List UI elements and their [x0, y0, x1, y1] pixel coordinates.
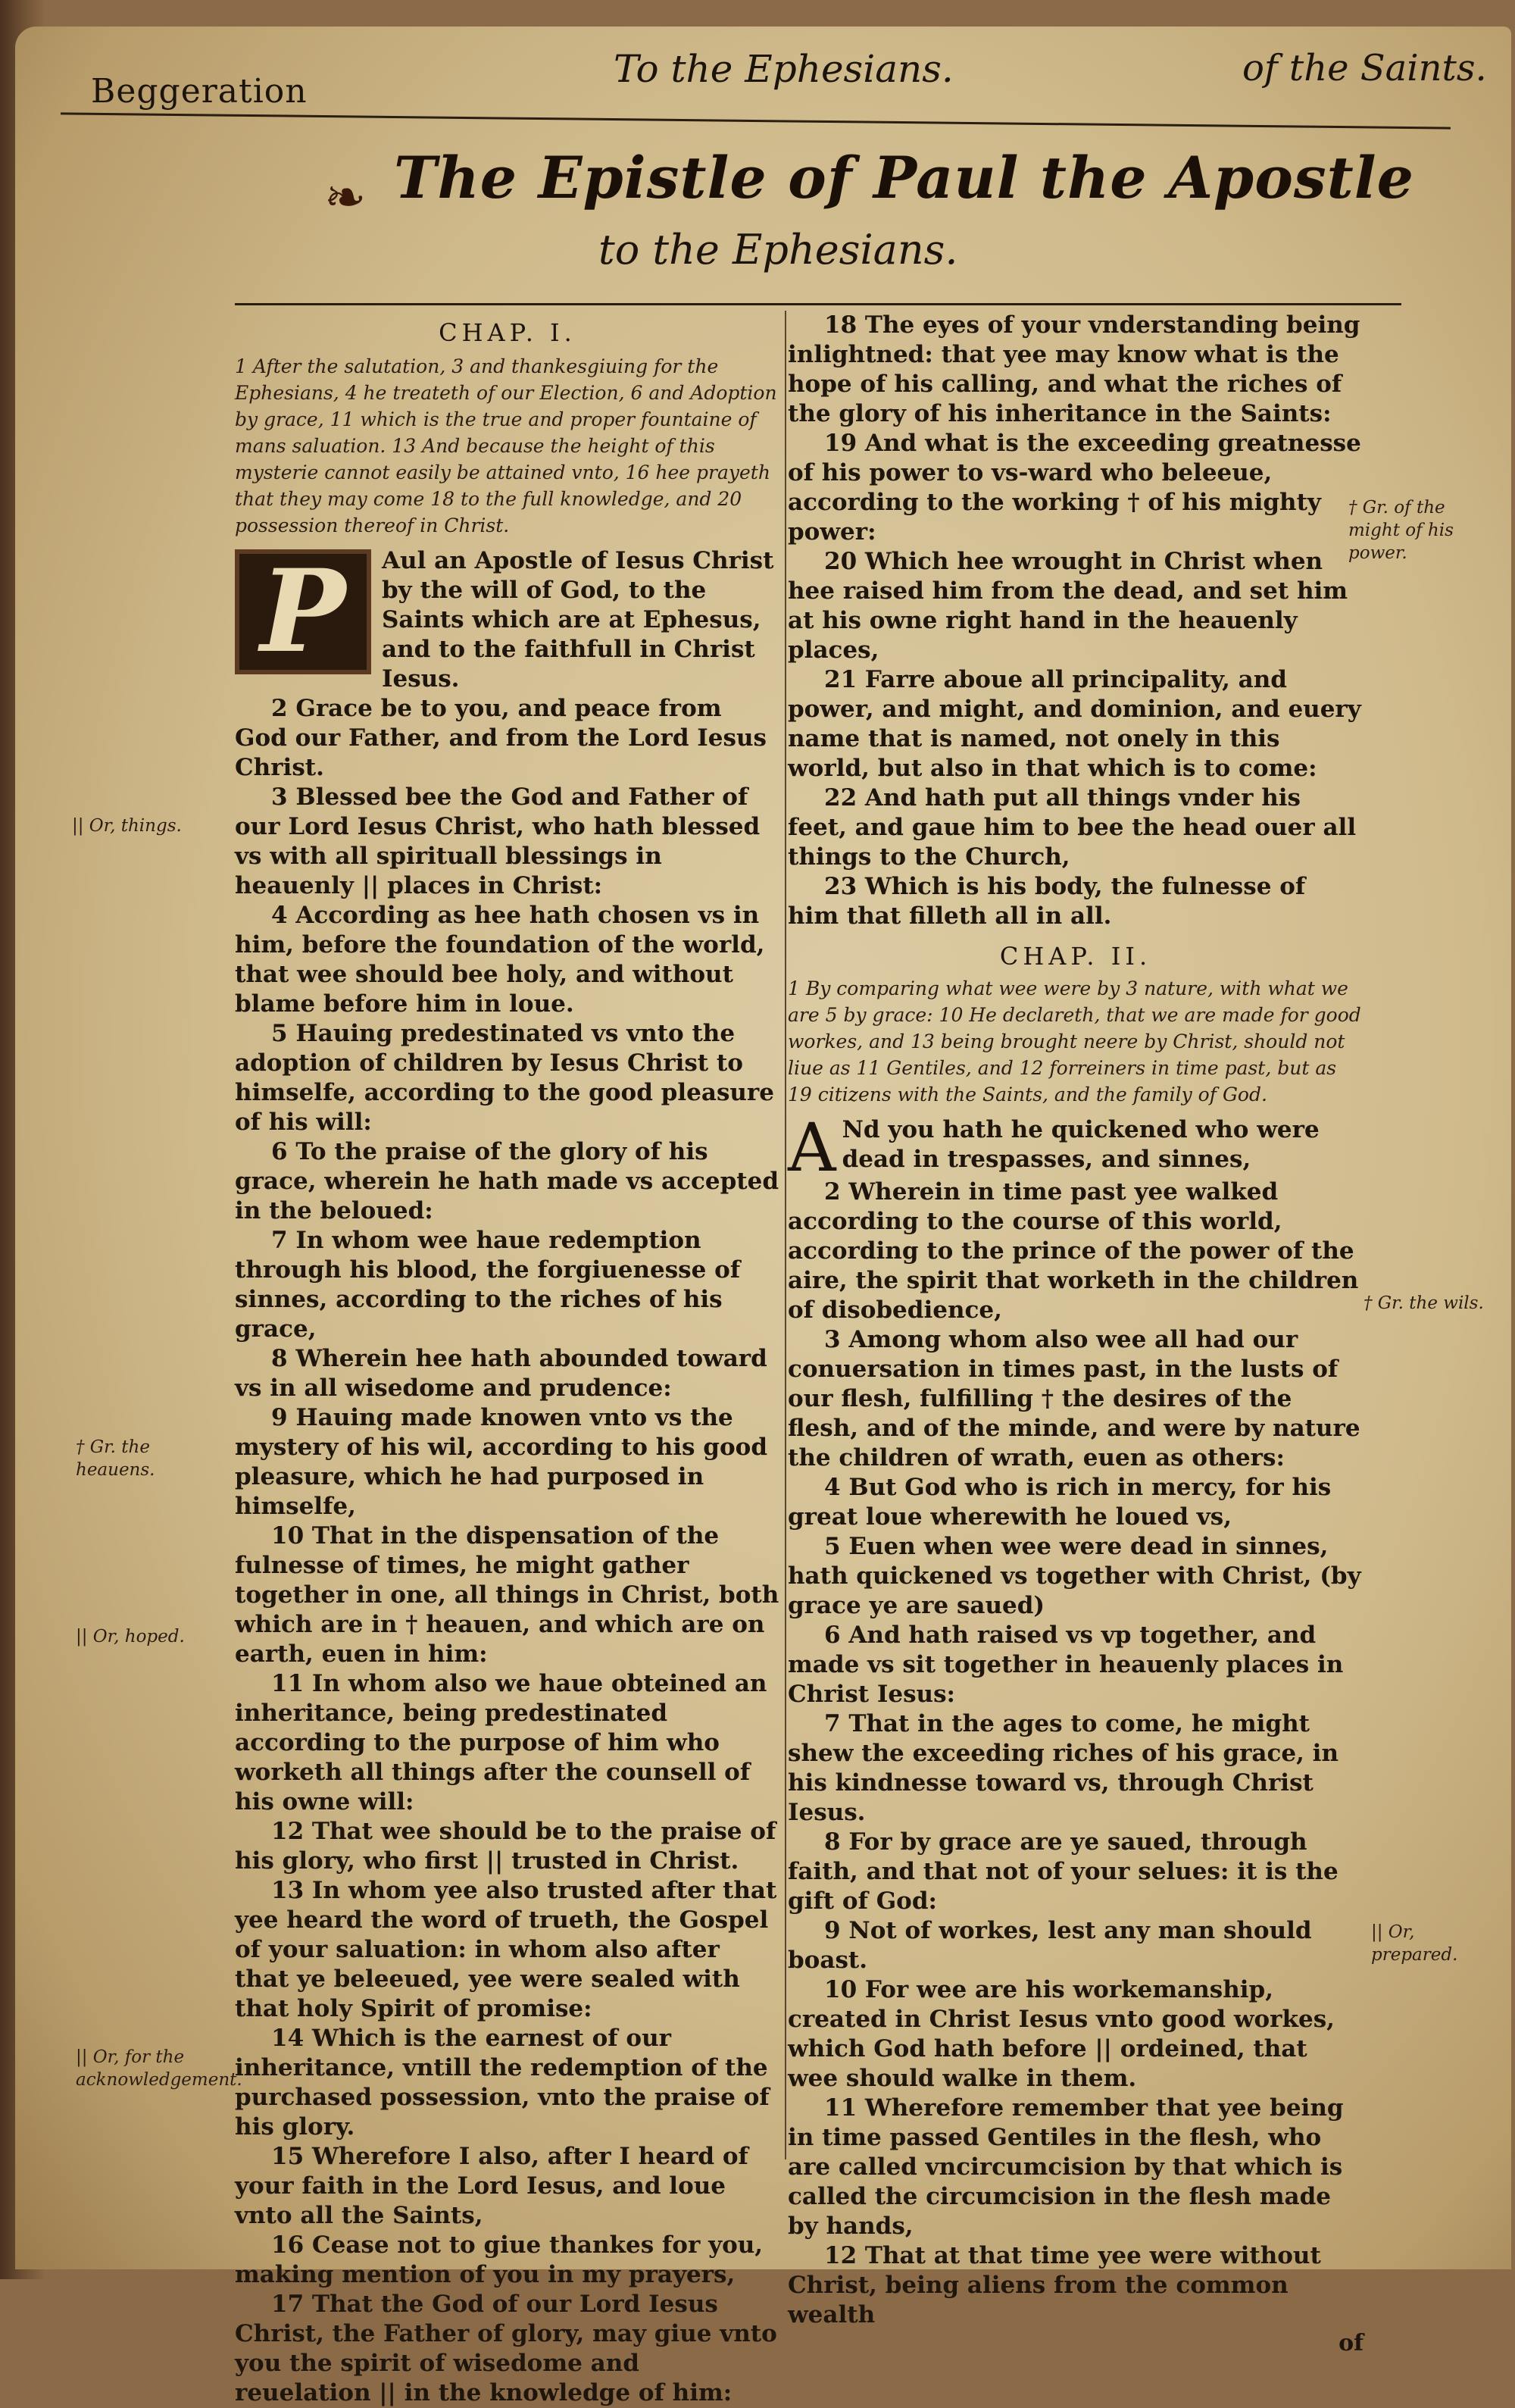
initial-letter: A [788, 1109, 836, 1187]
verse: 23 Which is his body, the fulnesse of him that filleth all in all. [788, 873, 1306, 930]
verse: 11 Wherefore remember that yee being in time passed Gentiles in the flesh, who are called vncircumcision by that which is called the circumcision in the flesh made by hands, [788, 2094, 1344, 2240]
column-divider [785, 311, 786, 2159]
chapter-heading: CHAP. I. [439, 318, 576, 347]
column-right [788, 311, 1364, 2356]
right-headline: of the Saints. [1242, 47, 1487, 89]
verse: 19 And what is the exceeding greatnesse of his power to vs-ward who beleeue, according to the working † of his mighty power: [788, 430, 1361, 546]
running-title: To the Ephesians. [614, 47, 954, 91]
chapter-summary: 1 By comparing what wee were by 3 nature, with what we are 5 by grace: 10 He declareth, that we are made for good workes, and 13 being brought neere by Christ, should not liue as 11 Gentiles, and 12 forreiners in time past, but as 19 citizens with the Saints, and the family of God. [788, 977, 1361, 1105]
verse: 6 And hath raised vs vp together, and made vs sit together in heauenly places in Christ Iesus: [788, 1621, 1344, 1708]
verse: 4 According as hee hath chosen vs in him, before the foundation of the world, that wee should bee holy, and without blame before him in loue. [235, 902, 765, 1018]
margin-note: || Or, hoped. [76, 1627, 185, 1647]
verse: 11 In whom also we haue obteined an inheritance, being predestinated according to the purpose of him who worketh all things after the counsell of his owne will: [235, 1670, 767, 1815]
verse: 5 Hauing predestinated vs vnto the adoption of children by Iesus Christ to himselfe, according to the good pleasure of his will: [235, 1020, 774, 1136]
verse: 8 For by grace are ye saued, through faith, and that not of your selues: it is the gift of God: [788, 1828, 1339, 1915]
verse: 22 And hath put all things vnder his feet, and gaue him to bee the head ouer all things to the Church, [788, 784, 1357, 871]
catchword: of [1339, 2330, 1364, 2356]
verse: 5 Euen when wee were dead in sinnes, hath quickened vs together with Christ, (by grace ye are saued) [788, 1533, 1361, 1619]
verse: 12 That at that time yee were without Christ, being aliens from the common wealth [788, 2242, 1321, 2328]
verse: 2 Grace be to you, and peace from God our Father, and from the Lord Iesus Christ. [235, 695, 767, 781]
margin-note: || Or, things. [72, 816, 182, 836]
verse: Nd you hath he quickened who were dead in trespasses, and sinnes, [842, 1116, 1320, 1173]
verse: 3 Among whom also wee all had our conuersation in times past, in the lusts of our flesh, fulfilling † the desires of the flesh, and of the minde, and were by nature the children of wrath, euen as others: [788, 1326, 1360, 1471]
title-rule [235, 303, 1401, 305]
drop-cap: P [235, 549, 371, 674]
margin-note: || Or, prepared. [1371, 1922, 1458, 1965]
verse: 2 Wherein in time past yee walked according to the course of this world, according to the prince of the power of the aire, the spirit that worketh in the children of disobedience, [788, 1178, 1359, 1324]
margin-note: † Gr. the wils. [1364, 1293, 1484, 1313]
verse: 17 That the God of our Lord Iesus Christ, the Father of glory, may giue vnto you the spirit of wisedome and reuelation || in the knowledge of him: [235, 2291, 777, 2406]
epistle-title: The Epistle of Paul the Apostle [394, 144, 1415, 211]
chapter-heading: CHAP. II. [999, 942, 1152, 971]
verse: 6 To the praise of the glory of his grace, wherein he hath made vs accepted in the beloued: [235, 1138, 779, 1224]
verse: 3 Blessed bee the God and Father of our Lord Iesus Christ, who hath blessed vs with all spirituall blessings in heauenly || places in Christ: [235, 783, 761, 899]
verse: 18 The eyes of your vnderstanding being inlightned: that yee may know what is the hope of his calling, and what the riches of the glory of his inheritance in the Saints: [788, 311, 1360, 427]
column-left [235, 318, 780, 2408]
margin-note: † Gr. of the might of his power. [1348, 498, 1454, 563]
verse: 10 That in the dispensation of the fulnesse of times, he might gather together in one, all things in Christ, both which are in † heauen, and which are on earth, euen in him: [235, 1522, 779, 1668]
verse: 15 Wherefore I also, after I heard of your faith in the Lord Iesus, and loue vnto all the Saints, [235, 2143, 748, 2229]
verse: 16 Cease not to giue thankes for you, making mention of you in my prayers, [235, 2231, 764, 2288]
verse: 8 Wherein hee hath abounded toward vs in all wisedome and prudence: [235, 1345, 767, 1402]
verse: 12 That wee should be to the praise of his glory, who first || trusted in Christ. [235, 1818, 776, 1875]
catchword-header: Beggeration [91, 72, 308, 111]
verse: 10 For wee are his workemanship, created in Christ Iesus vnto good workes, which God hath before || ordeined, that wee should walke in them. [788, 1976, 1335, 2092]
verse: Aul an Apostle of Iesus Christ by the will of God, to the Saints which are at Ephesus, and to the faithfull in Christ Iesus. [382, 547, 774, 693]
verse: 14 Which is the earnest of our inheritance, vntill the redemption of the purchased possession, vnto the praise of his glory. [235, 2025, 770, 2141]
margin-note: || Or, for the acknowledgement. [76, 2047, 242, 2090]
epistle-subtitle: to the Ephesians. [598, 226, 958, 274]
verse: 20 Which hee wrought in Christ when hee raised him from the dead, and set him at his owne right hand in the heauenly places, [788, 548, 1348, 664]
verse: 9 Not of workes, lest any man should boast. [788, 1917, 1312, 1974]
margin-note: † Gr. the heauens. [76, 1437, 155, 1480]
verse: 7 In whom wee haue redemption through his blood, the forgiuenesse of sinnes, according to the riches of his grace, [235, 1227, 741, 1343]
verse: 7 That in the ages to come, he might shew the exceeding riches of his grace, in his kindnesse toward vs, through Christ Iesus. [788, 1710, 1339, 1826]
pilcrow-ornament-icon: ❧ [324, 168, 367, 227]
verse: 21 Farre aboue all principality, and power, and might, and dominion, and euery name that is named, not onely in this world, but also in that which is to come: [788, 666, 1361, 782]
verse: 9 Hauing made knowen vnto vs the mystery of his wil, according to his good pleasure, which he had purposed in himselfe, [235, 1404, 767, 1520]
chapter-summary: 1 After the salutation, 3 and thankesgiuing for the Ephesians, 4 he treateth of our Election, 6 and Adoption by grace, 11 which is the true and proper fountaine of mans saluation. 13 And because the height of this mysterie cannot easily be attained vnto, 16 hee prayeth that they may come 18 to the full knowledge, and 20 possession thereof in Christ. [235, 355, 777, 536]
verse: 13 In whom yee also trusted after that yee heard the word of trueth, the Gospel of your saluation: in whom also after that ye beleeued, yee were sealed with that holy Spirit of promise: [235, 1877, 777, 2022]
verse: 4 But God who is rich in mercy, for his great loue wherewith he loued vs, [788, 1474, 1332, 1531]
